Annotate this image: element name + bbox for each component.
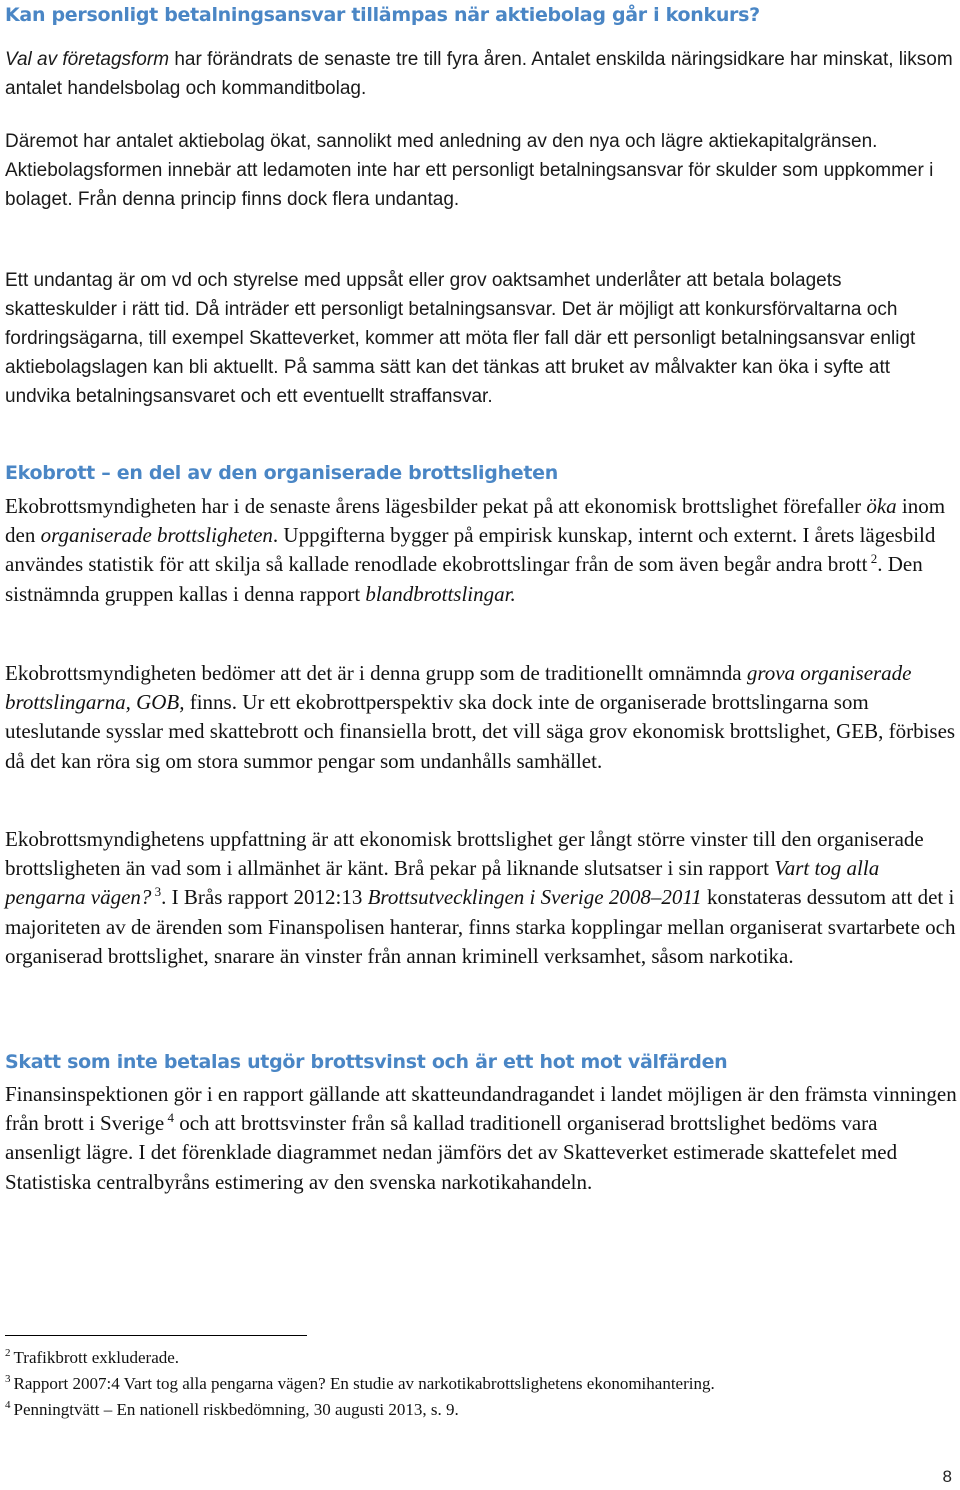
emphasis-text: Vart tog alla pengarna vägen? (5, 856, 880, 910)
footnote-divider (5, 1335, 307, 1336)
paragraph-text: konstateras dessutom att det i majoriteten av de ärenden som Finanspolisen hanterar, finns starka kopplingar mellan organiserat svartarbete och organiserad brottslighet, snarare än vinster från annan kriminell verksamhet, såsom narkotika. (5, 885, 956, 968)
emphasis-text: organiserade brottsligheten (40, 523, 273, 548)
footnote-text: Penningtvätt – En nationell riskbedömning, 30 augusti 2013, s. 9. (13, 1400, 459, 1419)
section-heading-ekobrott: Ekobrott – en del av den organiserade brottsligheten (5, 462, 558, 484)
paragraph-uppfattning (5, 825, 957, 971)
footnote-ref[interactable]: 3 (151, 884, 162, 900)
footnote-4 (5, 1400, 459, 1420)
footnote-2 (5, 1348, 179, 1368)
paragraph-text: Ett undantag är om vd och styrelse med uppsåt eller grov oaktsamhet underlåter att betala bolagets skatteskulder i rätt tid. Då inträder ett personligt betalningsansvar. (5, 270, 842, 320)
paragraph-text: . Den sistnämnda gruppen kallas i denna rapport (5, 552, 923, 606)
paragraph-text: Det är möjligt att konkursförvaltarna och fordringsägarna, till exempel Skatteverket, kommer att möta fler fall där ett personligt betalningsansvar enligt aktiebolagslagen kan bli aktuellt. På samma sätt kan det tänkas att bruket av målvakter kan öka i syfte att undvika betalningsansvaret och ett eventuellt straffansvar. (5, 299, 916, 407)
paragraph-text: har förändrats de senaste tre till fyra åren. Antalet enskilda näringsidkare har minskat, liksom antalet handelsbolag och kommanditbolag. (5, 49, 953, 99)
paragraph-aktiebolag: Däremot har antalet aktiebolag ökat, sannolikt med anledning av den nya och lägre aktiekapitalgränsen. Aktiebolagsformen innebär att ledamoten inte har ett personligt betalningsansvar för skulder som uppkommer i bolaget. Från denna princip finns dock flera undantag. (5, 131, 934, 210)
paragraph-text: Finansinspektionen gör i en rapport gällande att skatteundandragandet i landet möjligen är den främsta vinningen från brott i Sverige (5, 1082, 957, 1136)
paragraph-text: . I Brås rapport 2012:13 (161, 885, 368, 910)
paragraph-text: Ekobrottsmyndighetens uppfattning är att ekonomisk brottslighet ger långt större vinster till den organiserade brottsligheten än vad som i allmänhet är känt. Brå pekar på liknande slutsatser i sin rapport (5, 827, 924, 881)
paragraph-undantag (5, 266, 955, 411)
footnote-number: 4 (5, 1399, 11, 1411)
paragraph-lagesbild (5, 492, 957, 609)
footnote-3 (5, 1374, 715, 1394)
emphasis-text: Brottsutvecklingen i Sverige 2008–2011 (367, 885, 702, 910)
paragraph-gob (5, 659, 957, 776)
emphasis-text: Val av företagsform (5, 49, 170, 70)
paragraph-text: inom den (5, 494, 946, 548)
section-heading-skatt: Skatt som inte betalas utgör brottsvinst och är ett hot mot välfärden (5, 1051, 728, 1073)
section-heading-konkurs: Kan personligt betalningsansvar tillämpas när aktiebolag går i konkurs? (5, 4, 760, 26)
footnote-ref[interactable]: 4 (164, 1110, 174, 1126)
footnote-text: Trafikbrott exkluderade. (13, 1348, 180, 1367)
footnote-number: 2 (5, 1347, 11, 1359)
page-number: 8 (942, 1467, 952, 1486)
emphasis-text: grova organiserade brottslingarna, GOB, (5, 661, 912, 715)
paragraph-text: finns. Ur ett ekobrottperspektiv ska dock inte de organiserade brottslingarna som uteslutande sysslar med skattebrott och finansiella brott, det vill säga grov ekonomisk brottslighet, GEB, förbises då det kan röra sig om stora summor pengar som undanhålls samhället. (5, 690, 956, 773)
paragraph-finansinspektionen (5, 1080, 957, 1197)
emphasis-text: blandbrottslingar. (365, 581, 516, 606)
footnote-text: Rapport 2007:4 Vart tog alla pengarna vägen? En studie av narkotikabrottslighetens ekonomihantering. (13, 1374, 715, 1393)
paragraph-foretagsform (5, 45, 955, 103)
paragraph-text: och att brottsvinster från så kallad traditionell organiserad brottslighet bedöms vara ansenligt lägre. I det förenklade diagrammet nedan jämförs det av Skatteverket estimerade skattefelet med Statistiska centralbyråns estimering av den svenska narkotikahandeln. (5, 1111, 898, 1194)
footnote-number: 3 (5, 1373, 11, 1385)
paragraph-text: . Uppgifterna bygger på empirisk kunskap, internt och externt. I årets lägesbild användes statistik för att skilja så kallade renodlade ekobrottslingar från de som även begår andra brott (5, 523, 936, 577)
emphasis-text: öka (866, 494, 897, 518)
paragraph-text: Ekobrottsmyndigheten har i de senaste årens lägesbilder pekat på att ekonomisk brottslighet förefaller (5, 494, 867, 518)
paragraph-text: Ekobrottsmyndigheten bedömer att det är i denna grupp som de traditionellt omnämnda (5, 661, 747, 685)
footnote-ref[interactable]: 2 (867, 551, 878, 567)
